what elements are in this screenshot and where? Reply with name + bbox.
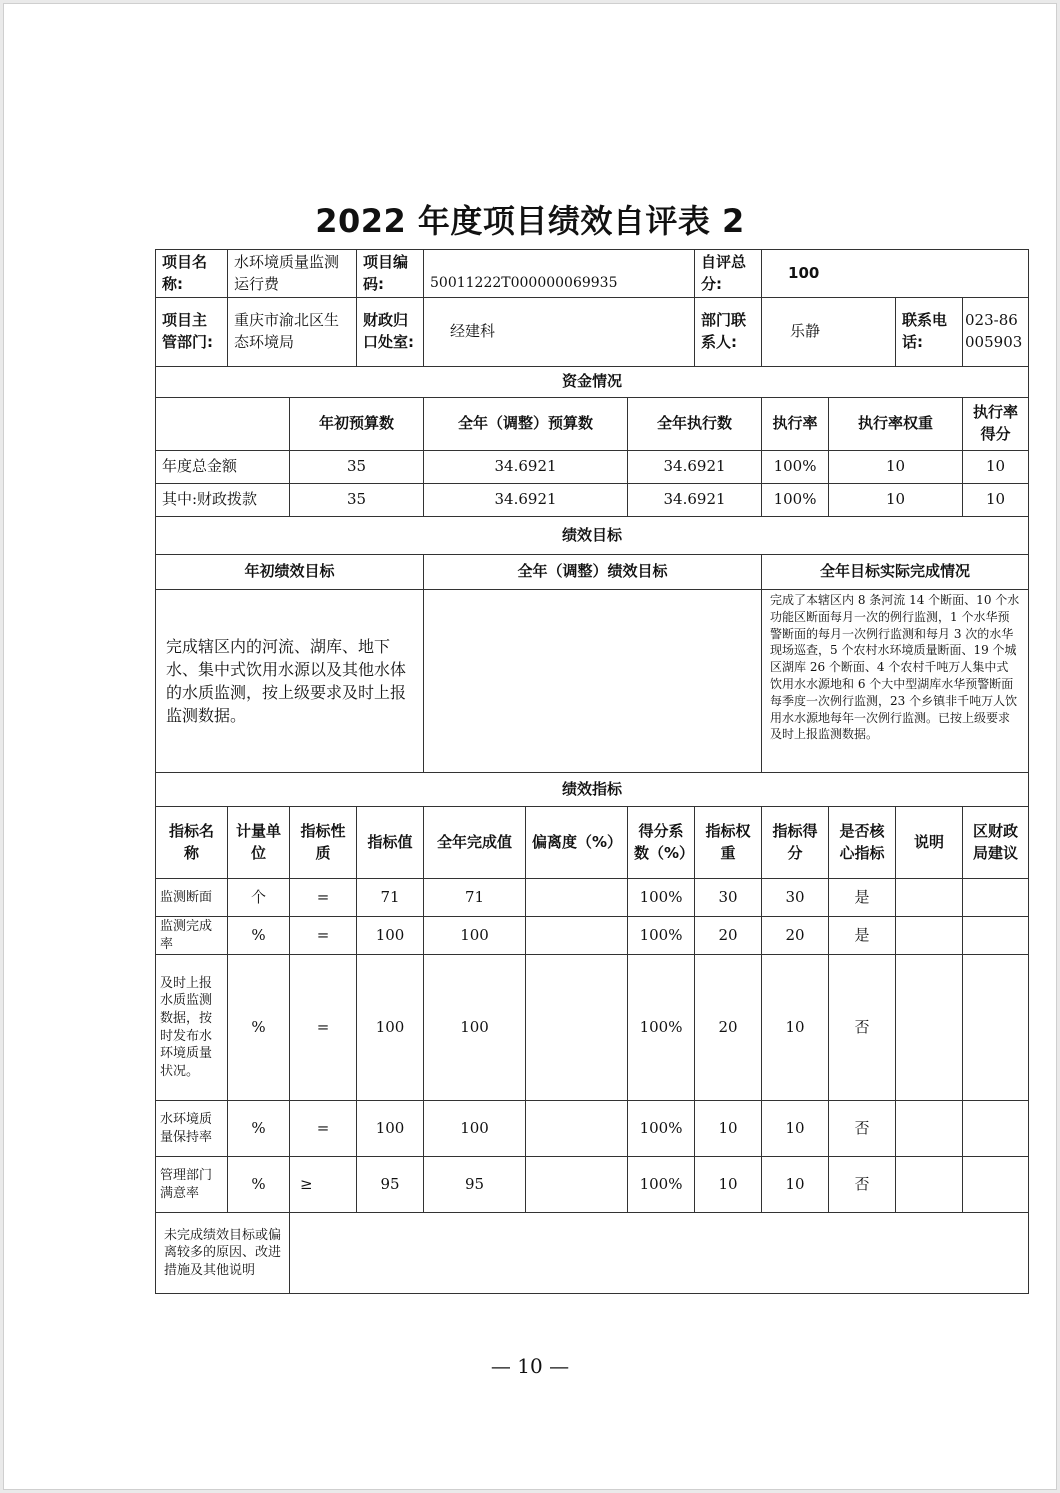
ind-weight: 30 [695, 879, 762, 917]
project-code: 50011222T000000069935 [424, 250, 695, 298]
ind-target: 100 [357, 917, 424, 955]
ind-weight: 10 [695, 1101, 762, 1157]
funds-header-initial-budget: 年初预算数 [290, 398, 424, 451]
ind-coef: 100% [628, 1157, 695, 1213]
ind-name: 及时上报水质监测数据，按时发布水环境质量状况。 [156, 955, 228, 1101]
ind-nature: ≥ [290, 1157, 357, 1213]
ind-header-target: 指标值 [357, 807, 424, 879]
finance-office: 经建科 [424, 298, 695, 367]
ind-note [896, 879, 963, 917]
ind-deviation [526, 1157, 628, 1213]
funds-section-title: 资金情况 [156, 367, 1029, 398]
ind-core: 是 [829, 917, 896, 955]
funds-row-label: 年度总金额 [156, 451, 290, 484]
ind-done: 71 [424, 879, 526, 917]
goals-header-adjusted: 全年（调整）绩效目标 [424, 555, 762, 590]
ind-header-weight: 指标权重 [695, 807, 762, 879]
contact-person: 乐静 [762, 298, 896, 367]
ind-note [896, 1101, 963, 1157]
goal-actual-text: 完成了本辖区内 8 条河流 14 个断面、10 个水功能区断面每月一次的例行监测，1 个水华预警断面的每月一次例行监测和每月 3 次的水华现场巡查，5 个农村水环境质量断面、19 个城区湖库 26 个断面、4 个农村千吨万人集中式饮用水水源地和 6 个大中型湖库水华预警断面每季度一次例行监测，23 个乡镇非千吨万人饮用水水源地每年一次例行监测。已按上级要求及时上报监测数据。 [762, 590, 1029, 773]
funds-cell: 34.6921 [424, 484, 628, 517]
table-row [156, 1157, 1029, 1213]
ind-advice [963, 879, 1029, 917]
ind-deviation [526, 955, 628, 1101]
page-number: — 10 — [490, 1354, 570, 1378]
ind-score: 20 [762, 917, 829, 955]
ind-weight: 20 [695, 955, 762, 1101]
ind-name: 监测完成率 [156, 917, 228, 955]
score-label: 自评总分: [695, 250, 762, 298]
ind-header-name: 指标名称 [156, 807, 228, 879]
ind-deviation [526, 917, 628, 955]
finance-office-label: 财政归口处室: [357, 298, 424, 367]
page-title: 2022 年度项目绩效自评表 2 [315, 202, 745, 240]
ind-note [896, 917, 963, 955]
ind-weight: 10 [695, 1157, 762, 1213]
ind-score: 10 [762, 955, 829, 1101]
ind-deviation [526, 1101, 628, 1157]
funds-cell: 35 [290, 451, 424, 484]
ind-target: 100 [357, 1101, 424, 1157]
ind-coef: 100% [628, 955, 695, 1101]
funds-header-blank [156, 398, 290, 451]
ind-name: 监测断面 [156, 879, 228, 917]
ind-target: 71 [357, 879, 424, 917]
ind-advice [963, 955, 1029, 1101]
ind-note [896, 955, 963, 1101]
ind-done: 100 [424, 1101, 526, 1157]
ind-advice [963, 1101, 1029, 1157]
ind-unit: % [228, 1157, 290, 1213]
funds-cell: 100% [762, 451, 829, 484]
indicators-section-title: 绩效指标 [156, 773, 1029, 807]
ind-core: 否 [829, 1157, 896, 1213]
ind-done: 100 [424, 955, 526, 1101]
ind-core: 是 [829, 879, 896, 917]
ind-note [896, 1157, 963, 1213]
ind-unit: % [228, 917, 290, 955]
funds-header-executed: 全年执行数 [628, 398, 762, 451]
ind-header-unit: 计量单位 [228, 807, 290, 879]
remarks-label: 未完成绩效目标或偏离较多的原因、改进措施及其他说明 [156, 1213, 290, 1294]
table-row [156, 879, 1029, 917]
contact-label: 部门联系人: [695, 298, 762, 367]
funds-header-rate-score: 执行率得分 [963, 398, 1029, 451]
remarks-value [290, 1213, 1029, 1294]
dept-name: 重庆市渝北区生态环境局 [228, 298, 357, 367]
ind-core: 否 [829, 955, 896, 1101]
ind-done: 95 [424, 1157, 526, 1213]
goals-header-actual: 全年目标实际完成情况 [762, 555, 1029, 590]
ind-nature: = [290, 879, 357, 917]
funds-cell: 10 [963, 484, 1029, 517]
funds-header-rate-weight: 执行率权重 [829, 398, 963, 451]
funds-cell: 34.6921 [628, 451, 762, 484]
ind-score: 30 [762, 879, 829, 917]
ind-done: 100 [424, 917, 526, 955]
ind-name: 水环境质量保持率 [156, 1101, 228, 1157]
goal-adjusted-text [424, 590, 762, 773]
table-row [156, 1101, 1029, 1157]
ind-deviation [526, 879, 628, 917]
ind-header-advice: 区财政局建议 [963, 807, 1029, 879]
funds-cell: 34.6921 [424, 451, 628, 484]
ind-header-note: 说明 [896, 807, 963, 879]
ind-coef: 100% [628, 879, 695, 917]
ind-coef: 100% [628, 917, 695, 955]
goal-initial-text: 完成辖区内的河流、湖库、地下水、集中式饮用水源以及其他水体的水质监测，按上级要求及时上报监测数据。 [156, 590, 424, 773]
phone-label: 联系电话: [896, 298, 963, 367]
ind-core: 否 [829, 1101, 896, 1157]
ind-header-done: 全年完成值 [424, 807, 526, 879]
ind-name: 管理部门满意率 [156, 1157, 228, 1213]
dept-label: 项目主管部门: [156, 298, 228, 367]
funds-cell: 100% [762, 484, 829, 517]
ind-unit: % [228, 1101, 290, 1157]
table-row [156, 955, 1029, 1101]
funds-row-label: 其中:财政拨款 [156, 484, 290, 517]
project-name: 水环境质量监测运行费 [228, 250, 357, 298]
ind-nature: = [290, 955, 357, 1101]
funds-cell: 34.6921 [628, 484, 762, 517]
goals-section-title: 绩效目标 [156, 517, 1029, 555]
table-row [156, 917, 1029, 955]
ind-weight: 20 [695, 917, 762, 955]
funds-cell: 10 [829, 451, 963, 484]
project-name-label: 项目名称: [156, 250, 228, 298]
ind-header-coef: 得分系数（%） [628, 807, 695, 879]
funds-header-adjusted-budget: 全年（调整）预算数 [424, 398, 628, 451]
phone-number: 023-86005903 [963, 298, 1029, 367]
ind-advice [963, 917, 1029, 955]
ind-unit: 个 [228, 879, 290, 917]
funds-header-exec-rate: 执行率 [762, 398, 829, 451]
ind-target: 100 [357, 955, 424, 1101]
ind-header-score: 指标得分 [762, 807, 829, 879]
funds-cell: 10 [829, 484, 963, 517]
funds-cell: 35 [290, 484, 424, 517]
ind-nature: = [290, 1101, 357, 1157]
ind-header-deviation: 偏离度（%） [526, 807, 628, 879]
project-code-label: 项目编码: [357, 250, 424, 298]
ind-coef: 100% [628, 1101, 695, 1157]
ind-unit: % [228, 955, 290, 1101]
ind-header-core: 是否核心指标 [829, 807, 896, 879]
total-score: 100 [762, 250, 1029, 298]
ind-score: 10 [762, 1101, 829, 1157]
evaluation-table [155, 249, 1029, 1294]
funds-cell: 10 [963, 451, 1029, 484]
ind-advice [963, 1157, 1029, 1213]
ind-target: 95 [357, 1157, 424, 1213]
ind-header-nature: 指标性质 [290, 807, 357, 879]
ind-score: 10 [762, 1157, 829, 1213]
goals-header-initial: 年初绩效目标 [156, 555, 424, 590]
ind-nature: = [290, 917, 357, 955]
